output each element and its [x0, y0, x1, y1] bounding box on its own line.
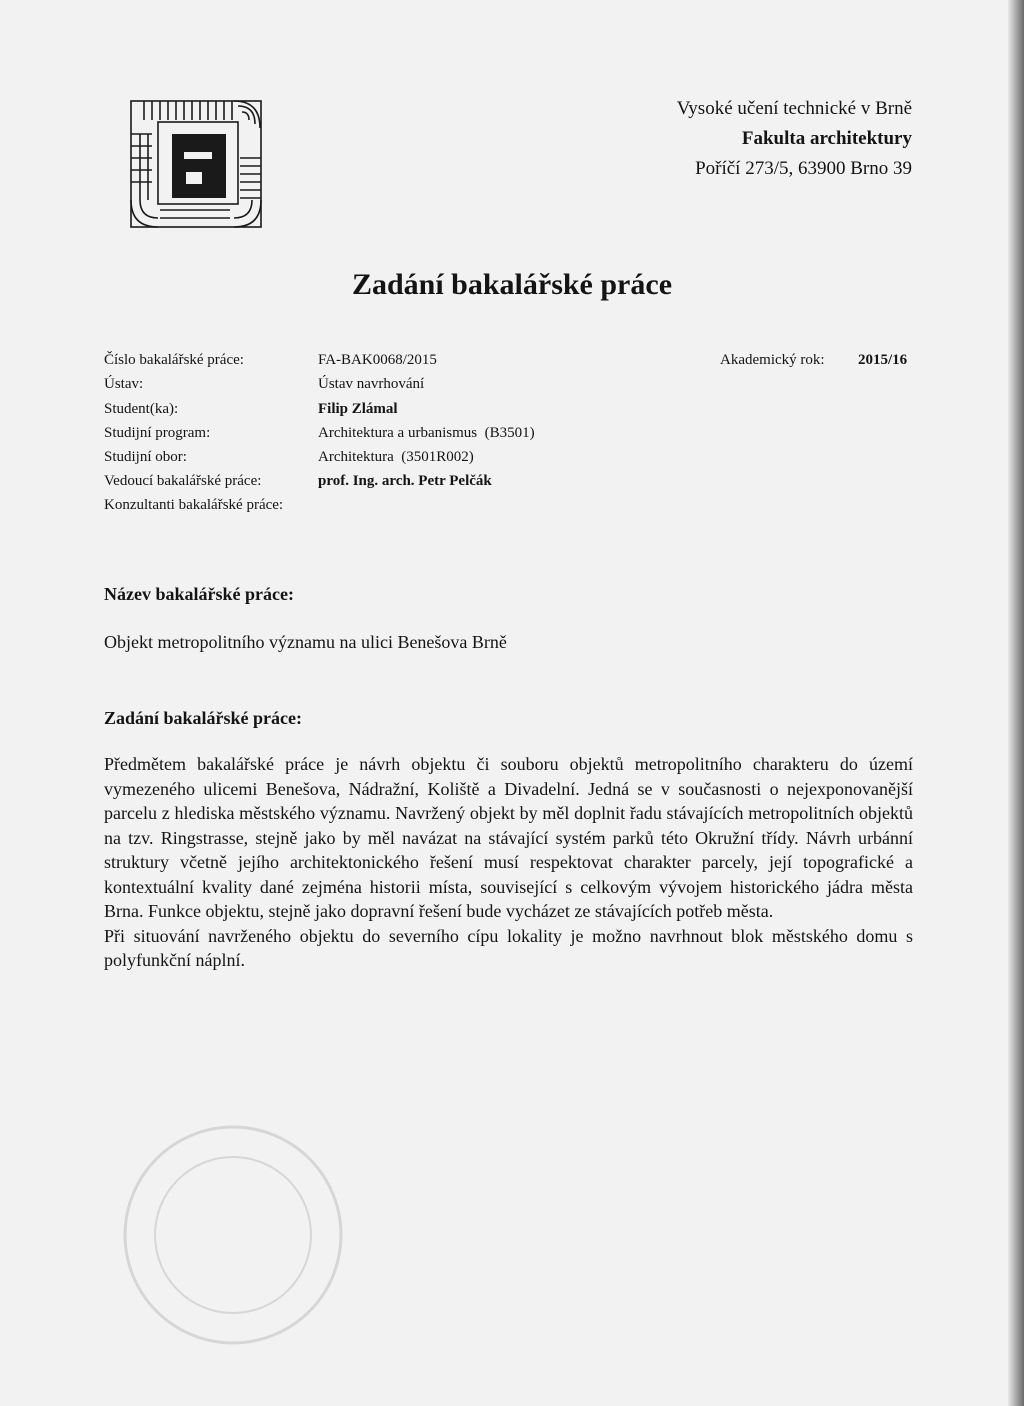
faculty-name: Fakulta architektury — [741, 128, 912, 149]
institute-label: Ústav: — [104, 376, 144, 392]
document-title: Zadání bakalářské práce — [351, 268, 673, 301]
supervisor-name: prof. Ing. arch. Petr Pelčák — [318, 473, 492, 489]
university-header — [677, 94, 912, 184]
assignment-text — [104, 752, 913, 973]
assignment-paragraph: Při situování navrženého objektu do severního cípu lokality je možno navrhnout blok městského domu s polyfunkční náplní. — [104, 925, 913, 970]
study-program: Architektura a urbanismus (B3501) — [318, 425, 535, 441]
university-name: Vysoké učení technické v Brně — [676, 98, 912, 119]
academic-year: 2015/16 — [858, 352, 908, 368]
faculty-logo — [130, 100, 262, 228]
assignment-paragraph: Předmětem bakalářské práce je návrh objektu či souboru objektů metropolitního charakteru do území vymezeného ulicemi Benešova, Nádražní, Koliště a Divadelní. Jedná se v současnosti o nejexponovanější parcelu z hlediska městského významu. Navržený objekt by měl doplnit řadu stávajících metropolitních objektů na tzv. Ringstrasse, stejně jako by měl navázat na stávající systém parků této Okružní třídy. Návrh urbánní struktury včetně jejího architektonického řešení musí respektovat charakter parcely, její topografické a kontextuální kvality dané zejména historii místa, související s celkovým vývojem historického jádra města Brna. Funkce objektu, stejně jako dopravní řešení bude vycházet ze stávajících potřeb města. — [104, 754, 913, 921]
student-name: Filip Zlámal — [318, 401, 398, 417]
faculty-address: Poříčí 273/5, 63900 Brno 39 — [695, 158, 912, 179]
thesis-name: Objekt metropolitního významu na ulici Benešova Brně — [104, 632, 507, 652]
thesis-number-label: Číslo bakalářské práce: — [104, 352, 244, 368]
thesis-name-heading: Název bakalářské práce: — [104, 584, 294, 604]
institute: Ústav navrhování — [318, 376, 425, 392]
field-label: Studijní obor: — [104, 449, 187, 465]
academic-year-label: Akademický rok: — [720, 352, 825, 368]
study-field: Architektura (3501R002) — [318, 449, 474, 465]
assignment-heading: Zadání bakalářské práce: — [104, 708, 303, 728]
stamp-seal — [118, 1120, 348, 1350]
consultants-label: Konzultanti bakalářské práce: — [104, 497, 284, 513]
supervisor-label: Vedoucí bakalářské práce: — [104, 473, 262, 489]
student-label: Student(ka): — [104, 401, 179, 417]
scan-edge — [1008, 0, 1024, 1406]
program-label: Studijní program: — [104, 425, 211, 441]
thesis-number: FA-BAK0068/2015 — [318, 352, 437, 368]
